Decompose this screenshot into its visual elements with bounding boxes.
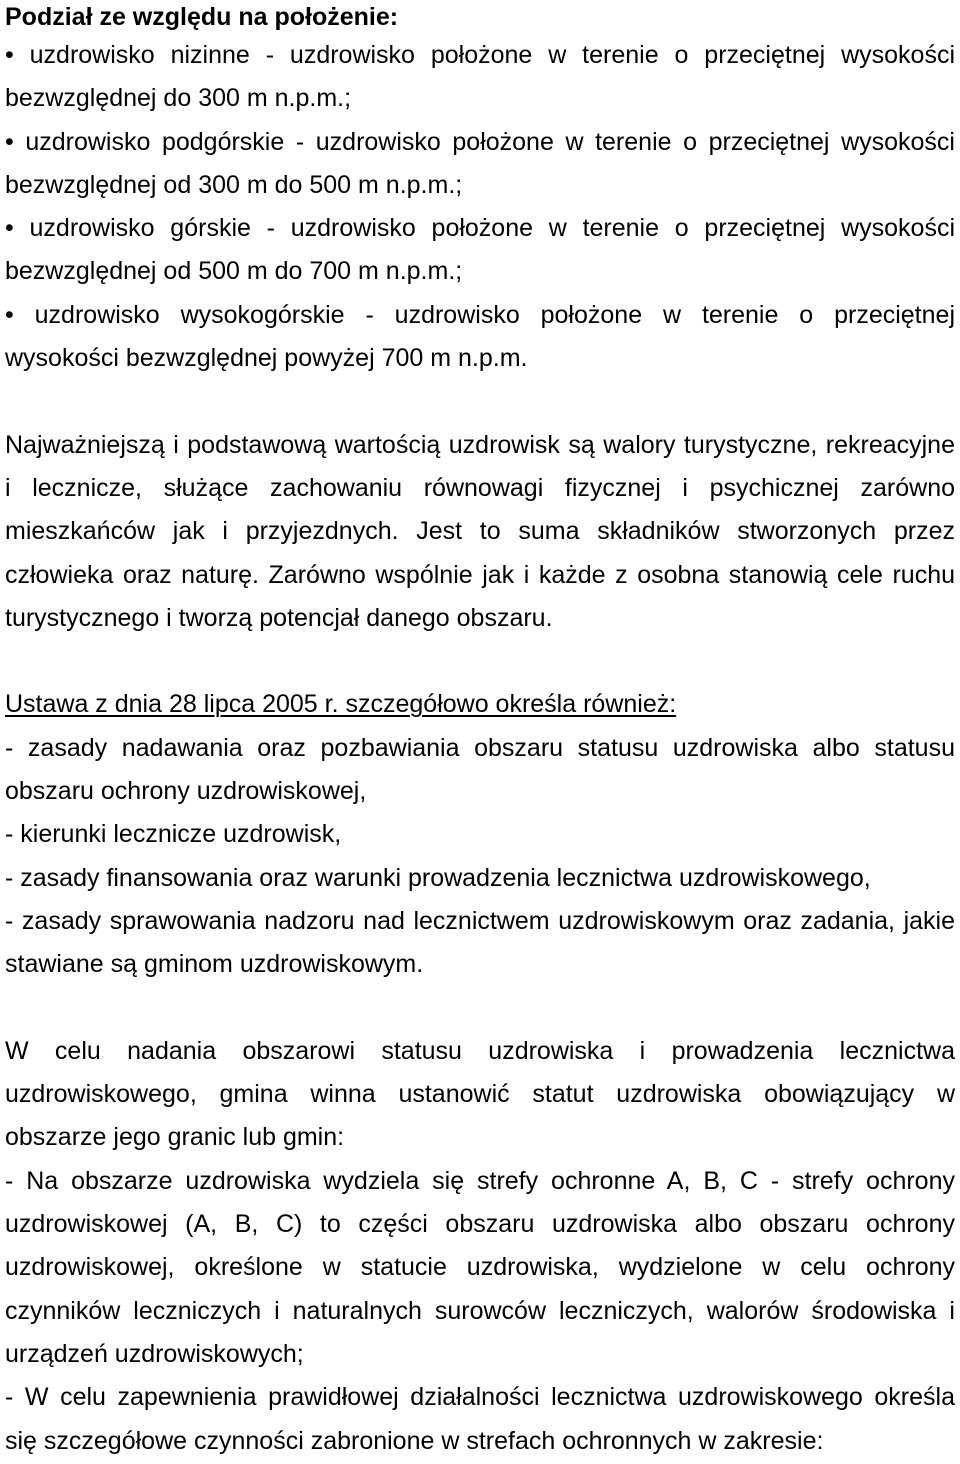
statute-intro-line: uzdrowiskowego, gmina winna ustanowić statut uzdrowiska obowiązujący w <box>5 1080 955 1109</box>
classification-list <box>5 34 955 380</box>
paragraph-line: człowieka oraz naturę. Zarówno wspólnie jak i każde z osobna stanowią cele ruchu <box>5 560 955 589</box>
statute-item-zones-cont: czynników leczniczych i naturalnych surowców leczniczych, walorów środowiska i <box>5 1296 955 1325</box>
paragraph-gap <box>5 380 955 423</box>
act-item-therapeutic-directions: - kierunki lecznicze uzdrowisk, <box>5 820 342 849</box>
section-heading: Podział ze względu na położenie: <box>5 3 399 31</box>
statute-item-zones-cont: uzdrowiskowej (A, B, C) to części obszaru uzdrowiska albo obszaru ochrony <box>5 1210 955 1239</box>
bullet-item-submountain: • uzdrowisko podgórskie - uzdrowisko położone w terenie o przeciętnej wysokości <box>5 127 955 156</box>
paragraph-line: i lecznicze, służące zachowaniu równowagi fizycznej i psychicznej zarówno <box>5 473 955 502</box>
paragraph-line: turystycznego i tworzą potencjał danego obszaru. <box>5 603 553 632</box>
values-paragraph <box>5 424 955 640</box>
statute-item-zones-cont: uzdrowiskowej, określone w statucie uzdrowiska, wydzielone w celu ochrony <box>5 1253 955 1282</box>
paragraph-gap <box>5 987 955 1030</box>
statute-section <box>5 1030 955 1463</box>
statute-intro-line: W celu nadania obszarowi statusu uzdrowiska i prowadzenia lecznictwa <box>5 1036 955 1065</box>
paragraph-line: mieszkańców jak i przyjezdnych. Jest to suma składników stworzonych przez <box>5 517 955 546</box>
paragraph-line: Najważniejszą i podstawową wartością uzdrowisk są walory turystyczne, rekreacyjne <box>5 430 955 459</box>
bullet-item-lowland: • uzdrowisko nizinne - uzdrowisko położone w terenie o przeciętnej wysokości <box>5 41 955 69</box>
bullet-item-lowland-cont: bezwzględnej do 300 m n.p.m.; <box>5 84 352 113</box>
act-item-supervision-cont: stawiane są gminom uzdrowiskowym. <box>5 950 424 979</box>
act-section-title <box>5 683 955 726</box>
statute-intro-line: obszarze jego granic lub gmin: <box>5 1123 345 1152</box>
act-item-status: - zasady nadawania oraz pozbawiania obszaru statusu uzdrowiska albo statusu <box>5 733 955 762</box>
act-item-financing: - zasady finansowania oraz warunki prowadzenia lecznictwa uzdrowiskowego, <box>5 863 871 892</box>
statute-item-zones-cont: urządzeń uzdrowiskowych; <box>5 1339 304 1368</box>
act-section <box>5 683 955 986</box>
statute-item-zones: - Na obszarze uzdrowiska wydziela się strefy ochronne A, B, C - strefy ochrony <box>5 1166 955 1195</box>
statute-item-prohibitions: - W celu zapewnienia prawidłowej działalności lecznictwa uzdrowiskowego określa <box>5 1383 955 1412</box>
bullet-item-mountain-cont: bezwzględnej od 500 m do 700 m n.p.m.; <box>5 257 463 286</box>
paragraph-gap <box>5 640 955 683</box>
act-section-title-text: Ustawa z dnia 28 lipca 2005 r. szczegółowo określa również: <box>5 690 677 719</box>
act-item-supervision: - zasady sprawowania nadzoru nad lecznictwem uzdrowiskowym oraz zadania, jakie <box>5 906 955 935</box>
bullet-item-mountain: • uzdrowisko górskie - uzdrowisko położone w terenie o przeciętnej wysokości <box>5 214 955 243</box>
bullet-item-high-mountain-cont: wysokości bezwzględnej powyżej 700 m n.p.m. <box>5 344 528 373</box>
act-item-status-cont: obszaru ochrony uzdrowiskowej, <box>5 777 367 806</box>
bullet-item-high-mountain: • uzdrowisko wysokogórskie - uzdrowisko położone w terenie o przeciętnej <box>5 300 955 329</box>
statute-item-prohibitions-cont: się szczegółowe czynności zabronione w strefach ochronnych w zakresie: <box>5 1426 824 1455</box>
bullet-item-submountain-cont: bezwzględnej od 300 m do 500 m n.p.m.; <box>5 170 463 199</box>
